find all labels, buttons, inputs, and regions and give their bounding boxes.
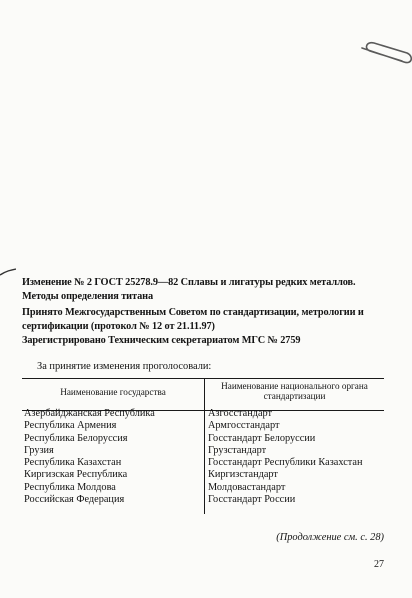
- body-item: Грузстандарт: [208, 444, 267, 456]
- body-item: Госстандарт России: [208, 494, 296, 506]
- body-item: Госстандарт Республики Казахстан: [208, 457, 363, 469]
- voting-intro: За принятие изменения проголосовали:: [37, 361, 212, 372]
- state-list: [24, 408, 202, 506]
- amendment-title: Изменение № 2 ГОСТ 25278.9—82 Сплавы и лигатуры редких металлов. Методы определения титана: [22, 277, 356, 302]
- state-item: Республика Белоруссия: [24, 432, 128, 444]
- continuation-note: (Продолжение см. с. 28): [276, 532, 384, 543]
- column-header-body: Наименование национального органа стандартизации: [221, 381, 368, 401]
- paperclip-icon: [360, 40, 412, 76]
- body-item: Армгосстандарт: [208, 420, 280, 432]
- body-list: [208, 408, 384, 506]
- body-item: Госстандарт Белоруссии: [208, 432, 316, 444]
- body-item: Киргизстандарт: [208, 469, 278, 481]
- registration-note: Зарегистрировано Техническим секретариатом МГС № 2759: [22, 335, 301, 346]
- state-item: Республика Армения: [24, 420, 117, 432]
- state-item: Российская Федерация: [24, 494, 125, 506]
- state-item: Азербайджанская Республика: [24, 408, 155, 419]
- table-top-rule: [22, 378, 384, 379]
- state-item: Республика Казахстан: [24, 457, 122, 469]
- page-number: 27: [374, 559, 384, 570]
- column-header-state: Наименование государства: [60, 387, 166, 397]
- edge-mark: [0, 268, 16, 276]
- state-item: Республика Молдова: [24, 481, 116, 493]
- body-item: Азгосстандарт: [208, 408, 273, 419]
- state-item: Киргизская Республика: [24, 469, 128, 481]
- state-item: Грузия: [24, 444, 54, 456]
- body-item: Молдовастандарт: [208, 481, 286, 493]
- voting-table: [22, 378, 384, 514]
- adoption-note: Принято Межгосударственным Советом по стандартизации, метрологии и сертификации (протокол № 12 от 21.11.97): [22, 307, 364, 332]
